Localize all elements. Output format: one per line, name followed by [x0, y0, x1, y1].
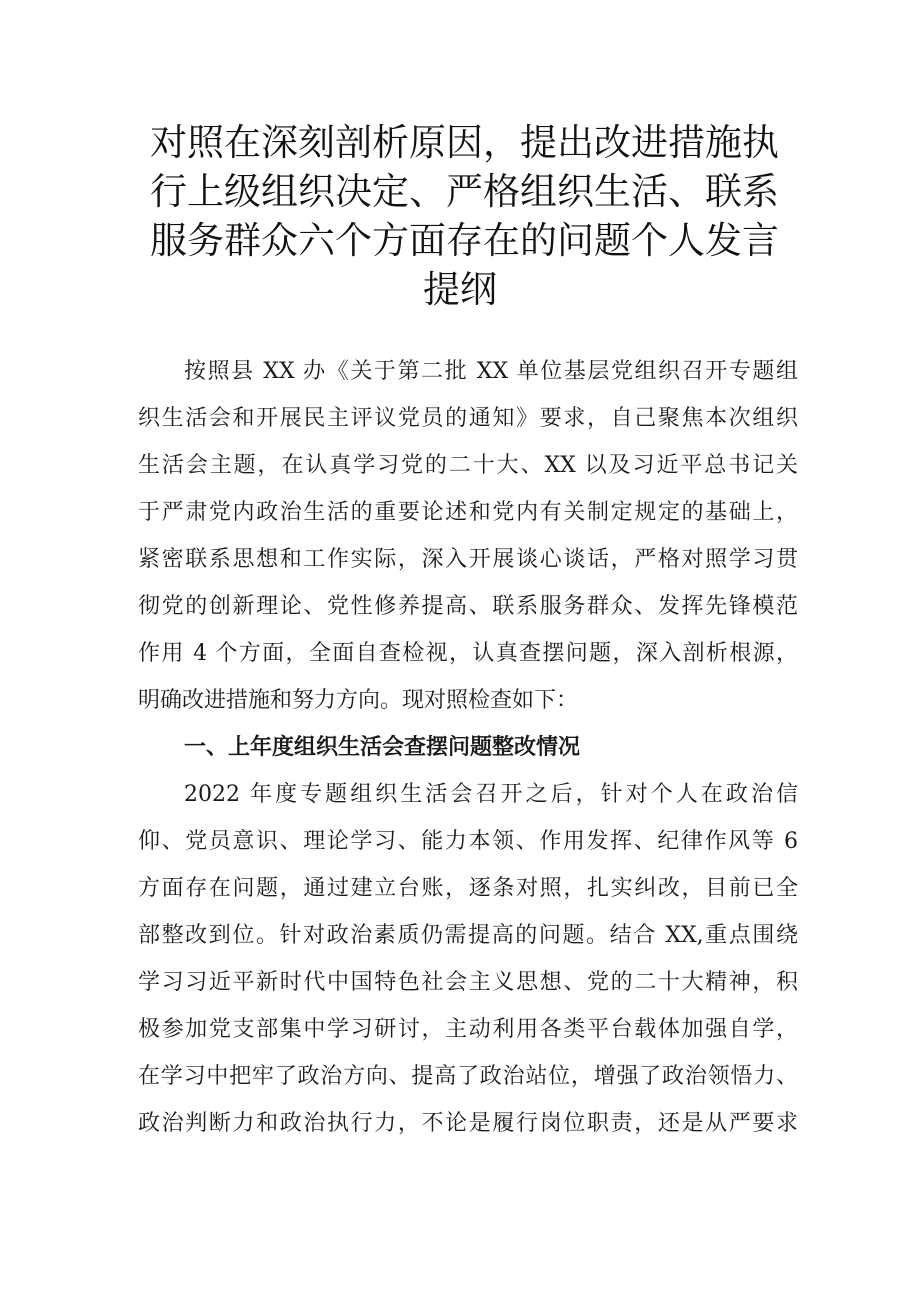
- body-line: 织生活会和开展民主评议党员的通知》要求，自己聚焦本次组织: [138, 406, 798, 431]
- intro-paragraph: [138, 348, 798, 724]
- body-line: 极参加党支部集中学习研讨，主动利用各类平台载体加强自学，: [138, 1017, 798, 1042]
- body-line: 明确改进措施和努力方向。现对照检查如下：: [138, 688, 579, 713]
- section1-paragraph: [138, 771, 798, 1147]
- body-line: 仰、党员意识、理论学习、能力本领、作用发挥、纪律作风等 6: [138, 829, 798, 854]
- body-line: 2022 年度专题组织生活会召开之后，针对个人在政治信: [184, 782, 798, 807]
- document-title: [150, 118, 779, 314]
- title-line: 对照在深刻剖析原因，提出改进措施执: [150, 121, 779, 164]
- body-line: 作用 4 个方面，全面自查检视，认真查摆问题，深入剖析根源，: [138, 641, 798, 666]
- title-line: 服务群众六个方面存在的问题个人发言: [150, 219, 779, 262]
- body-line: 按照县 XX 办《关于第二批 XX 单位基层党组织召开专题组: [184, 359, 798, 384]
- section-heading: 一、上年度组织生活会查摆问题整改情况: [184, 735, 581, 760]
- title-line: 提纲: [423, 268, 497, 311]
- body-line: 紧密联系思想和工作实际，深入开展谈心谈话，严格对照学习贯: [138, 547, 798, 572]
- body-line: 彻党的创新理论、党性修养提高、联系服务群众、发挥先锋模范: [138, 594, 798, 619]
- title-line: 行上级组织决定、严格组织生活、联系: [150, 170, 779, 213]
- body-line: 于严肃党内政治生活的重要论述和党内有关制定规定的基础上，: [138, 500, 798, 525]
- body-line: 方面存在问题，通过建立台账，逐条对照，扎实纠改，目前已全: [138, 876, 798, 901]
- body-line: 学习习近平新时代中国特色社会主义思想、党的二十大精神，积: [138, 970, 798, 995]
- document-body: [138, 348, 798, 1147]
- body-line: 政治判断力和政治执行力，不论是履行岗位职责，还是从严要求: [138, 1111, 798, 1136]
- body-line: 在学习中把牢了政治方向、提高了政治站位，增强了政治领悟力、: [138, 1064, 798, 1089]
- body-line: 部整改到位。针对政治素质仍需提高的问题。结合 XX,重点围绕: [138, 923, 798, 948]
- body-line: 生活会主题，在认真学习党的二十大、XX 以及习近平总书记关: [138, 453, 798, 478]
